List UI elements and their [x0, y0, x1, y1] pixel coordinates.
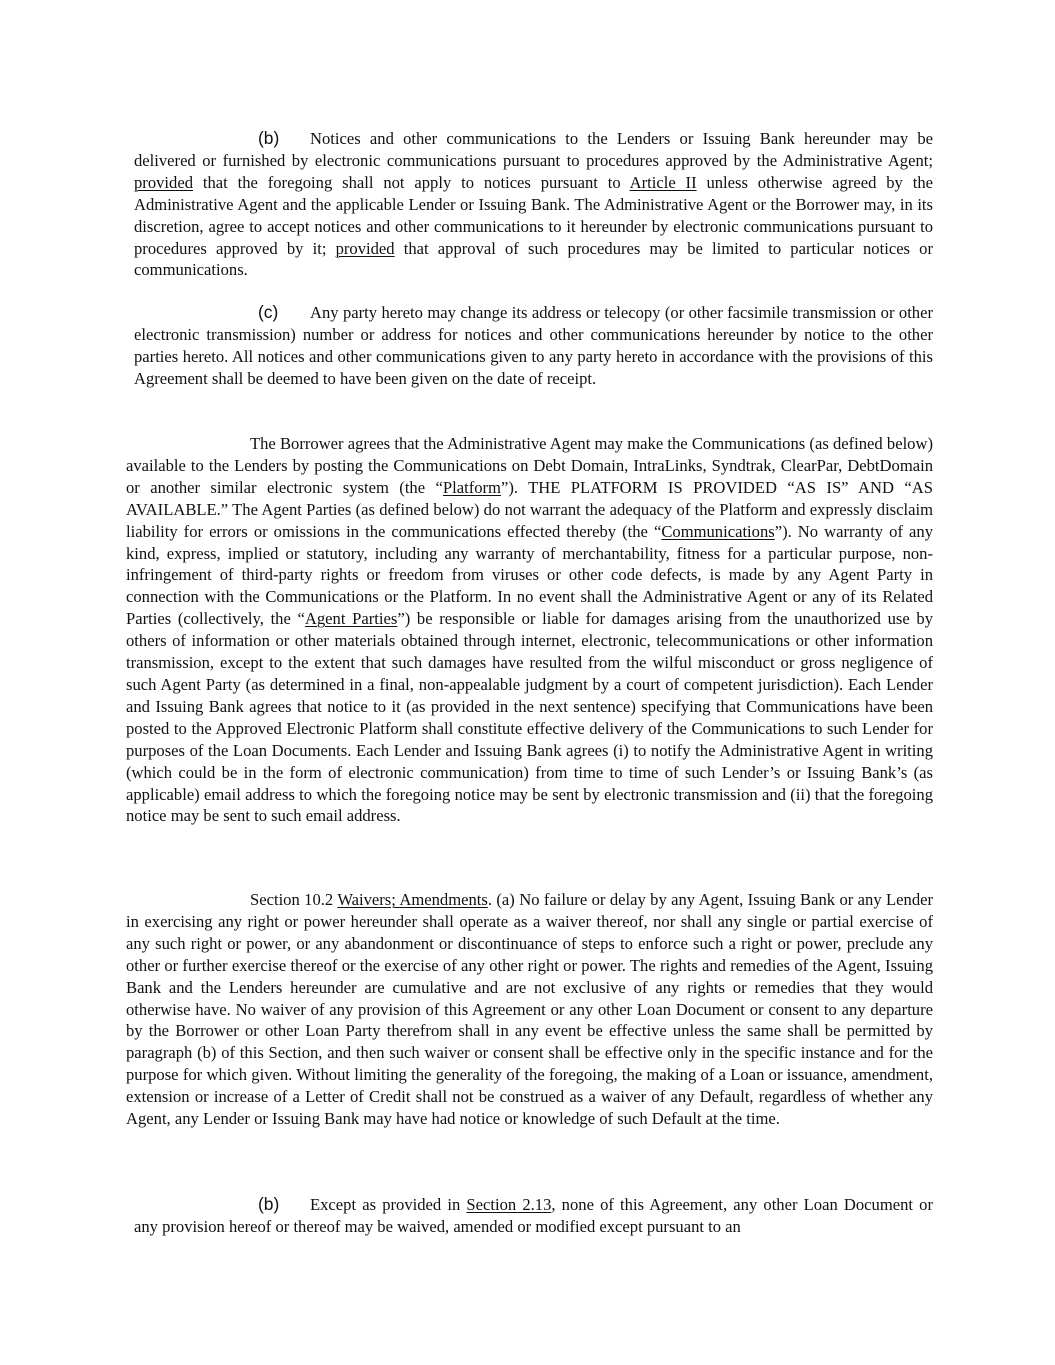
paragraph-text: ”). No warranty of any kind, express, implied or statutory, including any warranty of merchantability, fitness for a particular purpose, non-infringement of third-party rights or freedom from viruses or other code defects, is made by any Agent Party in connection with the Communications or the Platform. In no event shall the Administrative Agent or any of its Related Parties (collectively, the “ [126, 521, 933, 629]
paragraph-marker: (b) [258, 128, 280, 148]
paragraph-c-address-change [134, 302, 933, 390]
paragraph-text: that the foregoing shall not apply to notices pursuant to [193, 172, 630, 192]
defined-term-provided: provided [335, 238, 395, 258]
paragraph-text: Notices and other communications to the Lenders or Issuing Bank hereunder may be delivered or furnished by electronic communications pursuant to procedures approved by the Administrative Agent; [134, 129, 933, 170]
paragraph-marker: (c) [258, 302, 279, 322]
paragraph-marker: (b) [258, 1194, 280, 1214]
paragraph-text: Except as provided in [310, 1195, 467, 1214]
paragraph-text: that approval of such procedures may be limited to particular notices or communications. [134, 238, 933, 280]
section-10-2-waivers [126, 889, 933, 1130]
paragraph-text: The Borrower agrees that the Administrative Agent may make the Communications (as defined below) available to the Lenders by posting the Communications on Debt Domain, IntraLinks, Syndtrak, ClearPar, DebtDomain or another similar electronic system (the “ [126, 434, 933, 497]
cross-reference-section-2-13: Section 2.13 [466, 1195, 552, 1214]
paragraph-b-notices [134, 128, 933, 281]
paragraph-b-amendments [134, 1194, 933, 1238]
defined-term-platform: Platform [442, 477, 501, 497]
section-number: Section 10.2 [250, 890, 338, 909]
paragraph-text: , none of this Agreement, any other Loan Document or any provision hereof or thereof may be waived, amended or modified except pursuant to an [134, 1195, 933, 1236]
paragraph-text: . (a) No failure or delay by any Agent, Issuing Bank or any Lender in exercising any right or power hereunder shall operate as a waiver thereof, nor shall any single or partial exercise of any such right or power, or any abandonment or discontinuance of steps to enforce such a right or power, preclude any other or further exercise thereof or the exercise of any other right or power. The rights and remedies of the Agent, Issuing Bank and the Lenders hereunder are cumulative and are not exclusive of any rights or remedies that they would otherwise have. No waiver of any provision of this Agreement or any other Loan Document or consent to any departure by the Borrower or other Loan Party therefrom shall in any event be effective unless the same shall be permitted by paragraph (b) of this Section, and then such waiver or consent shall be effective only in the specific instance and for the purpose for which given. Without limiting the generality of the foregoing, the making of a Loan or issuance, amendment, extension or increase of a Letter of Credit shall not be construed as a waiver of any Default, regardless of whether any Agent, any Lender or Issuing Bank may have had notice or knowledge of such Default at the time. [126, 890, 934, 1129]
defined-term-provided: provided [134, 172, 193, 192]
paragraph-text: Any party hereto may change its address or telecopy (or other facsimile transmission or other electronic transmission) number or address for notices and other communications hereunder by notice to the other parties hereto. All notices and other communications given to any party hereto in accordance with the provisions of this Agreement shall be deemed to have been given on the date of receipt. [134, 303, 933, 388]
defined-term-agent-parties: Agent Parties [304, 609, 398, 629]
paragraph-text: unless otherwise agreed by the Administrative Agent and the applicable Lender or Issuing Bank. The Administrative Agent or the Borrower may, in its discretion, agree to accept notices and other communications to it hereunder by electronic communications pursuant to procedures approved by it; [134, 172, 933, 258]
paragraph-text: ”). THE PLATFORM IS PROVIDED “AS IS” AND “AS AVAILABLE.” The Agent Parties (as defined below) do not warrant the adequacy of the Platform and expressly disclaim liability for errors or omissions in the communications effected thereby (the “ [126, 477, 933, 541]
section-heading: Waivers; Amendments [337, 890, 488, 909]
cross-reference-article-ii: Article II [629, 172, 697, 192]
paragraph-platform [126, 433, 933, 827]
defined-term-communications: Communications [661, 521, 775, 541]
paragraph-text: ”) be responsible or liable for damages arising from the unauthorized use by others of information or other materials obtained through internet, electronic, telecommunications or other information transmission, except to the extent that such damages have resulted from the wilful misconduct or gross negligence of such Agent Party (as determined in a final, non-appealable judgment by a court of competent jurisdiction). Each Lender and Issuing Bank agrees that notice to it (as provided in the next sentence) specifying that Communications have been posted to the Approved Electronic Platform shall constitute effective delivery of the Communications to such Lender for purposes of the Loan Documents. Each Lender and Issuing Bank agrees (i) to notify the Administrative Agent in writing (which could be in the form of electronic communication) from time to time of such Lender’s or Issuing Bank’s (as applicable) email address to which the foregoing notice may be sent by electronic transmission and (ii) that the foregoing notice may be sent to such email address. [126, 609, 933, 826]
